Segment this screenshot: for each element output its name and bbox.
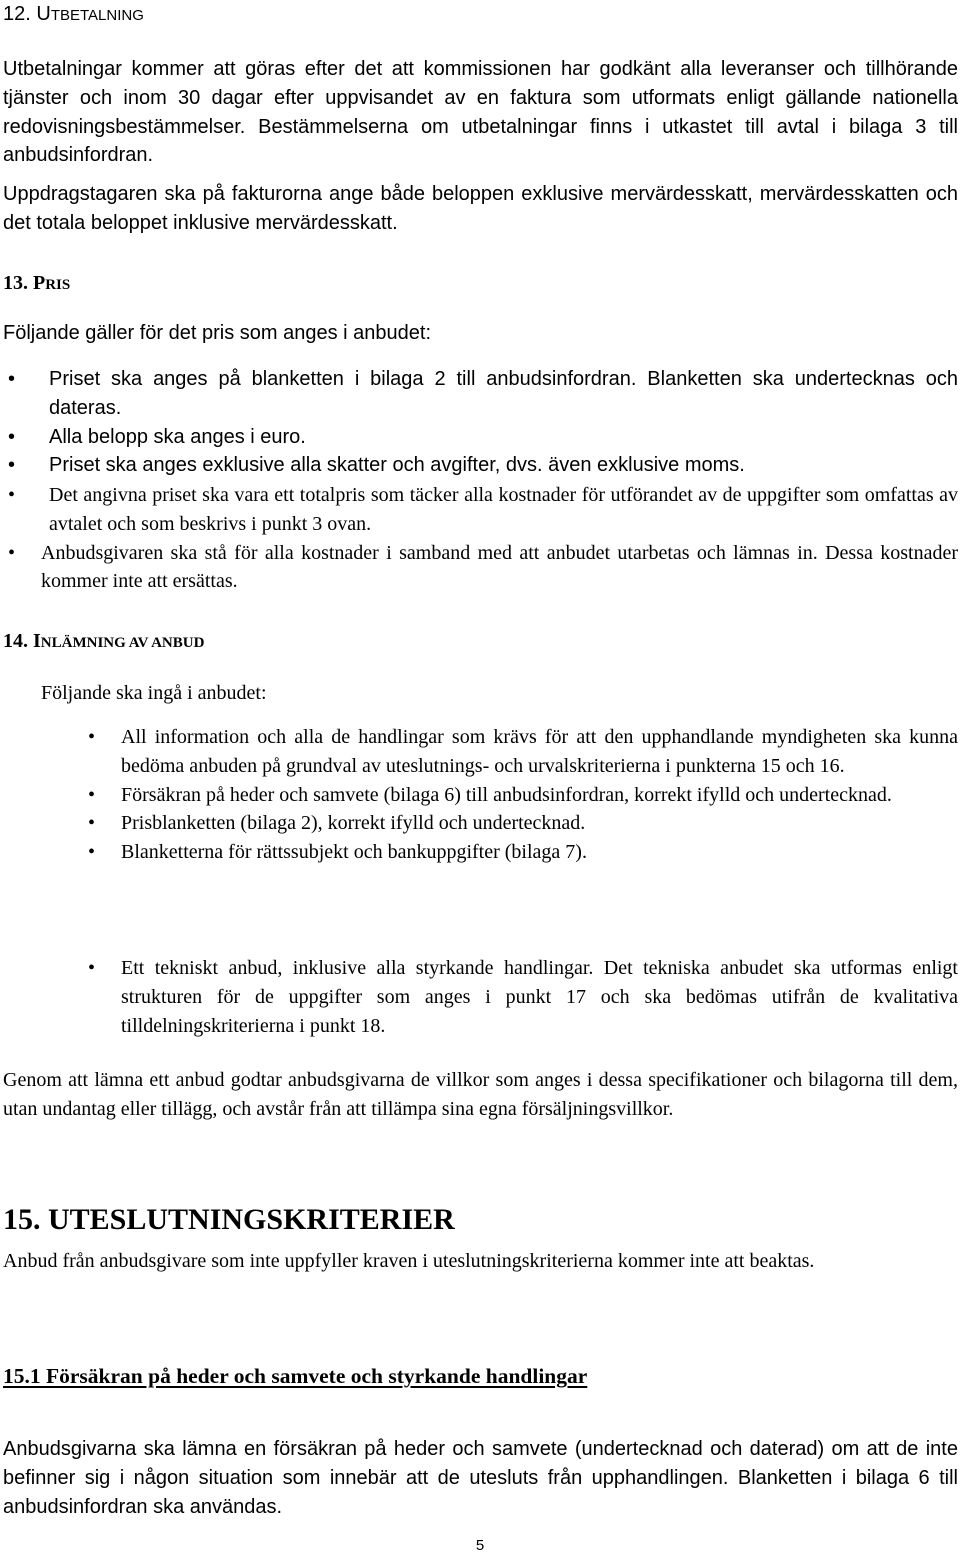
heading-smallcaps: RIS: [45, 277, 71, 293]
list-item: [0, 539, 958, 597]
heading-number: 14. I: [3, 630, 41, 652]
bullet-icon: •: [88, 812, 96, 835]
bullet-icon: •: [8, 425, 16, 448]
section-13-bullet-list: [0, 365, 958, 480]
bullet-icon: •: [88, 841, 96, 864]
list-item-text: Försäkran på heder och samvete (bilaga 6) till anbudsinfordran, korrekt ifylld och undertecknad.: [121, 783, 892, 806]
section-14-intro: Följande ska ingå i anbudet:: [41, 682, 267, 704]
bullet-icon: •: [8, 541, 16, 564]
section-15-1-heading: [3, 1362, 958, 1391]
section-14-bullet-list-2: [0, 954, 958, 1040]
bullet-icon: •: [88, 783, 96, 806]
list-item: [0, 781, 958, 810]
list-item-text: All information och alla de handlingar som krävs för att den upphandlande myndigheten ska kunna bedöma anbuden på grundval av uteslutnings- och urvalskriterierna i punkterna 15 och 16.: [121, 726, 958, 777]
heading-number: 12. U: [3, 3, 51, 25]
page-number: 5: [475, 1537, 485, 1554]
section-15-1-heading-text: 15.1 Försäkran på heder och samvete och styrkande handlingar: [3, 1364, 588, 1388]
heading-number: 13. P: [3, 272, 46, 294]
section-14-closing-paragraph: Genom att lämna ett anbud godtar anbudsgivarna de villkor som anges i dessa specifikationer och bilagorna till dem, utan undantag eller tillägg, och avstår från att tillämpa sina egna försäljningsvillkor.: [3, 1069, 958, 1120]
heading-smallcaps: TBETALNING: [50, 7, 144, 24]
list-item-text: Alla belopp ska anges i euro.: [49, 425, 306, 448]
list-item-text: Priset ska anges exklusive alla skatter och avgifter, dvs. även exklusive moms.: [49, 454, 745, 477]
bullet-icon: •: [88, 726, 96, 748]
list-item-text: Blanketterna för rättssubjekt och bankuppgifter (bilaga 7).: [121, 841, 587, 864]
section-13-intro: Följande gäller för det pris som anges i anbudet:: [3, 322, 432, 344]
bullet-icon: •: [8, 484, 16, 506]
list-item-text: Ett tekniskt anbud, inklusive alla styrkande handlingar. Det tekniska anbudet ska utformas enligt strukturen för de uppgifter som anges i punkt 17 och ska bedömas utifrån de kvalitativa tilldelningskriterierna i punkt 18.: [121, 957, 958, 1037]
section-14-heading: [3, 624, 958, 658]
list-item: [0, 451, 958, 480]
list-item: [0, 838, 958, 867]
section-13-heading: [3, 266, 958, 300]
bullet-icon: •: [8, 368, 16, 390]
list-item: [0, 954, 958, 1040]
list-item-text: Anbudsgivaren ska stå för alla kostnader i samband med att anbudet utarbetas och lämnas in. Dessa kostnader kommer inte att ersättas.: [41, 541, 958, 593]
section-12-paragraph-2: Uppdragstagaren ska på fakturorna ange både beloppen exklusive mervärdesskatt, mervärdesskatten och det totala beloppet inklusive mervärdesskatt.: [3, 183, 958, 234]
list-item: [0, 809, 958, 838]
section-15-heading: 15. UTESLUTNINGSKRITERIER: [3, 1203, 455, 1236]
bullet-icon: •: [8, 454, 16, 477]
bullet-icon: •: [88, 957, 96, 979]
section-13-bullet-list-serif: [0, 481, 958, 596]
section-12-heading: [3, 0, 958, 31]
section-15-1-paragraph: Anbudsgivarna ska lämna en försäkran på heder och samvete (undertecknad och daterad) om att de inte befinner sig i någon situation som innebär att de utesluts från upphandlingen. Blanketten i bilaga 6 till anbudsinfordran ska användas.: [3, 1438, 958, 1518]
list-item-text: Prisblanketten (bilaga 2), korrekt ifylld och undertecknad.: [121, 812, 586, 835]
section-15-paragraph: Anbud från anbudsgivare som inte uppfyller kraven i uteslutningskriterierna kommer inte att beaktas.: [3, 1250, 815, 1272]
section-12-paragraph-1: Utbetalningar kommer att göras efter det att kommissionen har godkänt alla leveranser och tillhörande tjänster och inom 30 dagar efter uppvisandet av en faktura som utformats enligt gällande nationella redovisningsbestämmelser. Bestämmelserna om utbetalningar finns i utkastet till avtal i bilaga 3 till anbudsinfordran.: [3, 58, 958, 167]
list-item-text: Priset ska anges på blanketten i bilaga 2 till anbudsinfordran. Blanketten ska undertecknas och dateras.: [49, 368, 958, 419]
list-item: [0, 423, 958, 452]
list-item: [0, 365, 958, 423]
section-14-bullet-list: [0, 723, 958, 867]
list-item-text: Det angivna priset ska vara ett totalpris som täcker alla kostnader för utförandet av de uppgifter som omfattas av avtalet och som beskrivs i punkt 3 ovan.: [49, 484, 958, 535]
heading-smallcaps: NLÄMNING AV ANBUD: [40, 635, 205, 651]
list-item: [0, 723, 958, 781]
list-item: [0, 481, 958, 539]
